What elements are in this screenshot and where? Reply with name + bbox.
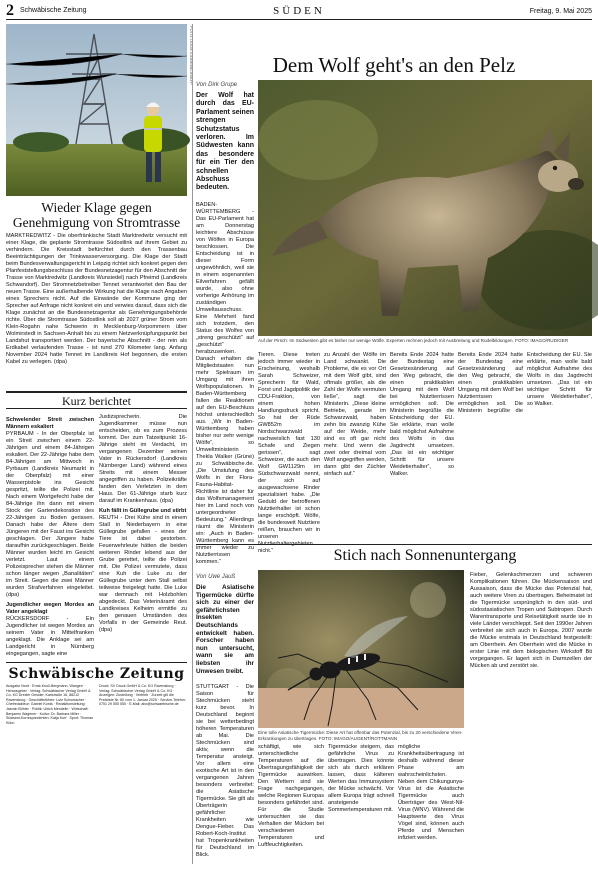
stich-column-d: mögliche Krankheitsübertragung ist deshalb während dieser Phase am wahrscheinlichsten. Neben dem Chikungunya-Virus ist die Asiatische Tigermücke auch Überträger des West-Nil-Virus (WNV). Während die Hauptwerte des Virus Vögel sind, können auch Pferde und Menschen infiziert werden. (398, 744, 464, 841)
wolf-caption: Auf der Pirsch: Im Südwesten gibt es bisher nur wenige Wölfe. Experten rechnen jedoch mit Ausbreitung und Rudelbildungen. FOTO: IMAGO/RUDIGER (258, 338, 569, 343)
wolf-column-b: Tieren. Diese treten jedoch immer wieder in Erscheinung, weshalb Sarah Schweizer, Sprecherin für Wald, Forst und Jagdpolitik der CDU-Fraktion, von einem hohen Handlungsdruck spricht. So hat der Rüde GW852m im Nordschwarzwald nachweislich fast 130 Schafe und Ziegen gerissen“, sagt Schweizer, die auch den Wolf GW1129m im Südschwarzwald nennt, der sich auf ausgewachsene Rinder spezialisiert habe. „Die Geduld der betroffenen Nutztierhalter ist schon lange erschöpft. Wölfe, die bundesweit Nutztiere reißen, brauchen wir in unseren nicht.“ (258, 352, 320, 554)
kurz-berichtet-heading: Kurz berichtet (6, 391, 187, 409)
stich-column-b: schäftigt, wie sich unterschiedliche Temperaturen auf die Übertragungsfähigkeit der Tigermücke auswirken. Den Wettern sind sie Frage nachgegangen, welche Regionen Europas besonders gefährdet sind. Für die Studie untersuchten sie das Verhalten der Mücken bei verschiedenen Temperaturen und Luftfeuchtigkeiten. (258, 744, 324, 848)
paper-name: Schwäbische Zeitung (20, 7, 87, 14)
column-divider (192, 24, 193, 864)
stich-headline: Stich nach Sonnenuntergang (333, 547, 517, 564)
imprint-left: Ausgabe Nord · Ernst-Knoll-Bergmann, Wangen · Herausgeber · Verlag: Schwäbischer Verlag GmbH & Co. KG Drexler Gessler, Karlstraße 16, 88212 Ravensburg · Geschäftsführer: Lutz Schumacher · Chefredakteur: Gabriel Kords · Redaktionsleitung: Jasmin Bühler · Politik: Ulrich Mendelin · Wirtschaft: Benjamin Wagener · Kultur: Dr. Barbara Miller · Südwest-Korrespondenten: Katja Korf · Sport: Thomas Kühn (6, 684, 94, 725)
imprint-right: Druck: SV Druck GmbH & Co. KG Ravensburg · Verlag: Schwäbischer Verlag GmbH & Co. KG · Anzeigen: Zustellung · Vertrieb · Zurzeit gilt die Preisliste Nr. 60 vom 1. Januar 2025 · Service-Telefon: 0751 29 555 555 · E-Mail: abo@schwaebische.de (99, 684, 186, 707)
power-line-photo (6, 24, 187, 196)
news-text: REUTH - Drei Kühe sind in einem Stall in Niederbayern in eine Güllegrube gefallen - eines der Tiere ist dabei gestorben. Feuerwehrleute hätten die beiden weiteren Rinder lebend aus der Grube gerettet, teilte die Polizei mit. Die Polizei vermutete, dass eine Kuh die Luke zu der Güllegrube unter dem Stall selbst teilweise freigelegt hatte. Die Luke war demnach mit Holzbohlen abgedeckt. Das Veterinäramt des Landkreises Kelheim ermittle zu den genauen Umständen des Vorfalls in der Gemeinde Reut. (dpa) (99, 515, 187, 633)
news-title: Jugendlicher wegen Mordes an Vater angeklagt (6, 602, 94, 615)
masthead (6, 662, 187, 682)
page-number: 2 (6, 2, 14, 19)
stich-column-a: STUTTGART - Die Saison für Stechmücken steht kurz bevor. In Deutschland beginnt sie bei wetterbedingt höheren Temperaturen ab Mai. Die Stechmücken sind aktiv, wenn die Temperatur ansteigt. Vor allem eine exotische Art ist in den vergangenen Jahren besonders verbreitet: die Asiatische Tigermücke. Sie gilt als Überträgerin gefährlicher Krankheiten wie Dengue-Fieber. Das Robert-Koch-Institut hat Tropenkrankheiten für Deutschland im Blick. (196, 684, 254, 858)
wolf-column-c: zu Anzahl der Wölfe im Land schwankt. Die Probleme, die es vor Ort mit dem Wolf gibt, sind oftmals größer, als die Zahl der Wolfe vermuten ließe“, sagt die Ministerin. „Diese kleine Betriebe, gerade im Schwarzwald, haben zehn bis zwanzig Kühe auf der Weide, mehr sind es oft gar nicht mehr. Und wenn die zwei oder dreimal vom Wolf angegriffen werden, dann gibt der Züchter einfach auf.“ (324, 352, 386, 477)
stich-column-c: Tigermücke steigern, das gefährliche Virus zu übertragen. Dies könnte sich als durch erklären lassen, dass kälteren Werten das Immunsystem der Mücke schwächt. Vor allem Europa trägt schnell ansteigende Sommertemperaturen mit. (328, 744, 394, 813)
news-text: Justizsprecherin. Die Jugendkammer müsse nun entscheiden, ob es zum Prozess kommt. Der zum Tatzeitpunkt 16-Jährige steht im Verdacht, im vergangenen Dezember seinen Vater in Rückersdorf (Landkreis Nürnberger Land) während eines Streits mit einem Messer angegriffen zu haben. Polizeikräfte fanden den Verletzten in dem Haus. Der 61-Jährige starb kurz darauf im Krankenhaus. (dpa) (99, 414, 187, 504)
strom-headline: Wieder Klage gegen Genehmigung von Stromtrasse (12, 200, 181, 230)
wolf-byline: Von Dirk Grupe (196, 82, 238, 88)
news-title: Kuh fällt in Güllegrube und stirbt (99, 508, 187, 514)
mosquito-caption: Eine tolle Asiatische Tigermücke: Diese Art hat offenbar das Potenzial, bis zu 20 verschiedene Viren-Erkrankungen zu übertragen. FOTO: IMAGO/AUGENT/ROTTMANN (258, 730, 463, 741)
wolf-headline: Dem Wolf geht's an den Pelz (272, 53, 516, 77)
wolf-intro: Der Wolf hat durch das EU-Parlament seinen strengen Schutzstatus verloren. Im Südwesten kann das besondere für ein Tier den schnellen Abschuss bedeuten. (196, 92, 254, 192)
kurz-column-2 (99, 414, 187, 658)
wolf-column-d: Bereits Ende 2024 hatte der Bundestag eine Gesetzesänderung auf den Weg gebracht, die einen praktikablen Umgang mit dem Wolf bei Nutztierrissen ermöglichen soll. Die Ministerin begrüßte die Entscheidung der EU. Sie erklärte, man wolle bald möglichst Aufnahme des Wolfs in das Jagdrecht umsetzen. „Das ist ein wichtiger Schritt für unsere Weidetierhalter“, so Walker. (390, 352, 454, 477)
stich-intro: Die Asiatische Tigermücke dürfte sich zu einer der gefährlichsten Insekten Deutschlands entwickelt haben. Forscher haben nun untersucht, wann sie am liebsten ihr Unwesen treibt. (196, 584, 254, 675)
wolf-column-e: Bereits Ende 2024 hatte der Bundestag eine Gesetzesänderung auf den Weg gebracht, die einen praktikablen Umgang mit dem Wolf bei Nutztierrissen ermöglichen soll. Die Ministerin begrüßte die Entscheidung der EU. Sie erklärte, man wolle bald möglichst Aufnahme des Wolfs in das Jagdrecht umsetzen. „Das ist ein wichtiger Schritt für unsere Weidetierhalter“, so Walker. (458, 352, 592, 414)
wolf-column-a: BADEN-WÜRTTEMBERG - Das EU-Parlament hat am Donnerstag leichtere Abschüsse von Wölfen in Europa beschlossen. Die Entscheidung ist in dieser Form ungewöhnlich, weil sie in einem sogenannten Eilverfahren gefällt wurde, also ohne vorherige Anhörung im zuständigen Umweltausschuss. Eine Mehrheit fand sich trotzdem, den Status des Wolfes von „streng geschützt“ auf „geschützt“ herabzusenken. Danach erhalten die Mitgliedstaaten nun mehr Spielraum im Umgang mit ihren Wolfspopulationen. In Baden-Württemberg fallen die Reaktionen auf den EU-Beschluss höchst unterschiedlich aus. „Wir in Baden-Württemberg haben bisher nur sehr wenige Wölfe“, so Umweltministerin Thekla Walker (Grüne) zu Schwäbische.de. „Die Umstufung des Wolfs in der Flora-Fauna-Habitat-Richtlinie ist daher für das Wolfsmanagement hier im Land noch von untergeordneter Bedeutung.“ Allerdings räumt die Ministerin ein: „Auch in Baden-Württemberg kann es immer wieder zu Nutztierrissen kommen.“ (196, 202, 254, 565)
wolf-photo (258, 80, 592, 336)
section-title: SÜDEN (273, 5, 325, 17)
stich-column-e: Fieber, Gelenkschmerzen und schweren Komplikationen führen. Die Mückensaison und Aussaison, dass die Mücke das Potenzial hat, auch weitere Viren zu übertragen. Beheimatet ist die Tigermücke ursprünglich in den süd- und südostasiatischen Tropen und Subtropen. Durch Warentransporte und Reisetätigkeit wurde sie in viele Länder verschleppt. Seit den 1990er Jahren verbreitet sie sich auch in Europa. 2007 wurde die Mücke erstmals in Deutschland festgestellt: am Oberrhein. Am Oberrhein wird die Mücke in erster Linie mit dem biologischen Wirkstoff Bti vorgegangen. Er lagert sich in Darmzellen der Mücken ab und zerstört sie. (470, 572, 592, 669)
news-text: RÜCKERSDORF - Ein Jugendlicher ist wegen Mordes an seinem Vater in Mittelfranken angeklagt. Die Anklage sei am Landgericht in Nürnberg eingegangen, sagte eine (6, 616, 94, 657)
mosquito-photo (258, 570, 464, 728)
page-header (6, 4, 592, 20)
news-title: Schwelender Streit zwischen Männern eskaliert (6, 417, 94, 430)
news-text: PYRBAUM - In der Oberpfalz ist ein Streit zwischen einem 22-Jährigen und einem 84-Jährigen eskaliert. Der 22-Jährige habe dem 84-Jährigen am Mittwoch in Pyrbaum (Landkreis Neumarkt in der Oberpfalz) mit einer Wasserpistole ins Gesicht gespritzt, teilte die Polizei mit. Nach einem Wortgefecht habe der 84-Jährige ihn dann mit einem Stock der Gartendekoration des 22-Jährigen zu Boden gerissen. Danach habe der Ältere dem Jüngeren mit der Faust ins Gesicht geschlagen. Der Jüngere habe daraufhin zurückgeschlagen. Beide Männer wurden leicht im Gesicht verletzt. Laut einem Polizeisprecher stehen die Männer schon länger wegen „Banalitäten“ im Streit. Gegen die zwei Männer wurden Strafverfahren eingeleitet. (dpa) (6, 431, 94, 598)
newspaper-logo: Schwäbische Zeitung (8, 666, 185, 682)
stich-byline: Von Uwe Jauß (196, 574, 236, 580)
strom-body: MARKTREDWITZ - Die oberfränkische Stadt Marktredwitz versucht mit einer Klage, die geplante Stromtrasse Südostlink auf ihrem Gebiet zu verhindern. Die Kreisstadt befürchtet durch den Trassenbau Beeinträchtigungen der Trinkwasserversorgung. Die Klage der Stadt beim Bundesverwaltungsgericht in Leipzig richtet sich konkret gegen den Planfeststellungsbeschluss der Bundesnetzagentur für den Abschnitt der Trasse von Marktredwitz (Landkreis Wunsiedel) nach Pfreimd (Landkreis Schwandorf). Der Stromnetzbetreiber Tennet verantwortet den Bau der neuen Trasse. Eine außerhalbende Wirkung hat die Klage nach Angaben eines Sprechers nicht. Auf die Einwände der Kommune ging der Sprecher auf Anfrage nicht konkret ein und verwies darauf, dass sich die Klage zunächst an die Bundesnetzagentur als Genehmigungsbehörde richte. Über die Stromtrasse Südostlink soll ab 2027 grüner Strom vom Klein-Rogahn nahe Schwerin in Mecklenburg-Vorpommern über Wolmirstedt in Sachsen-Anhalt bis zu einem Netzverknüpfungspunkt bei Landshut transportiert werden. Der bayerische Abschnitt - der rein als Erdkabel verlaufenden Trasse - ist rund 270 Kilometer lang. Anfang November 2024 hatte Tennet im Landkreis Hof begonnen, die ersten Kabel zu verlegen. (dpa) (6, 233, 187, 365)
article-divider (196, 544, 592, 545)
kurz-column-1 (6, 414, 94, 658)
issue-date: Freitag, 9. Mai 2025 (529, 8, 592, 15)
